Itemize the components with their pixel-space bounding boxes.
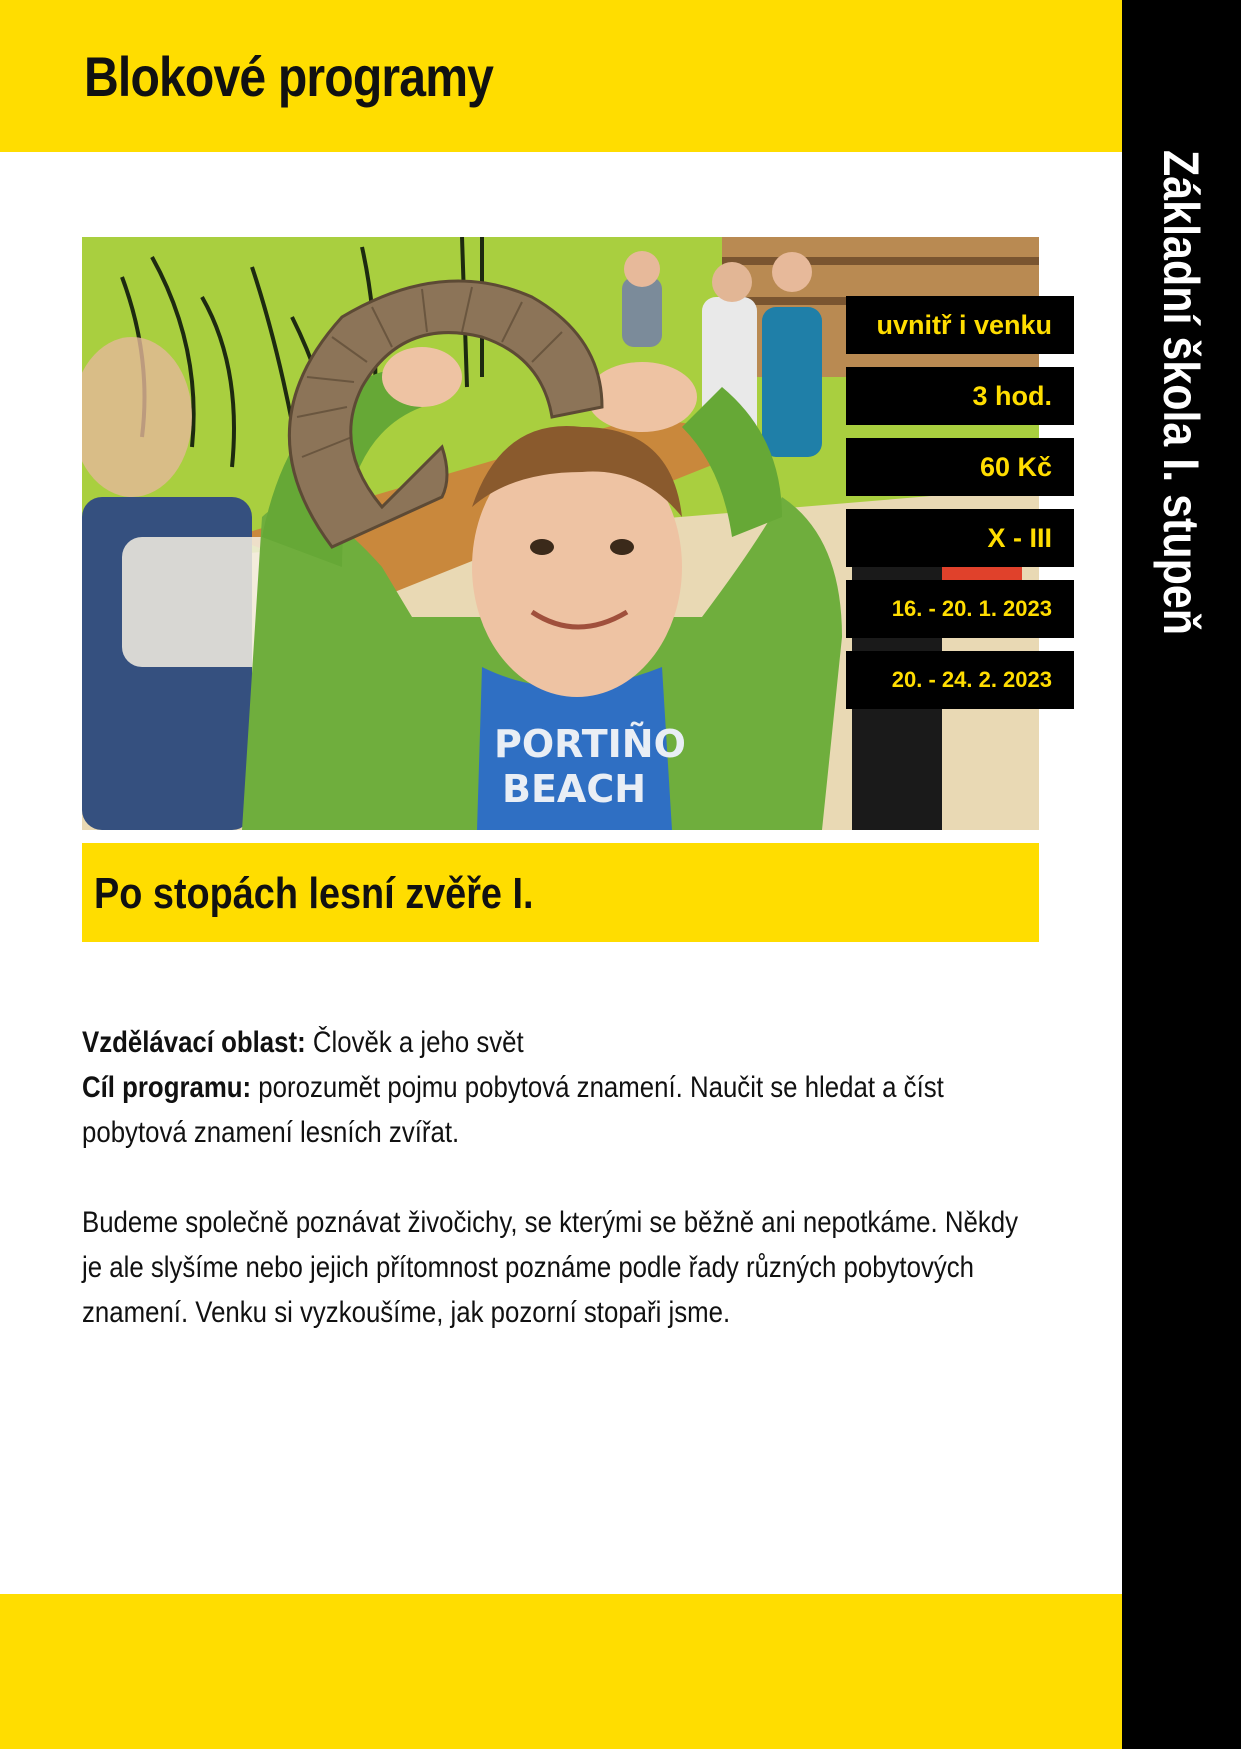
- program-description: [82, 1020, 1032, 1335]
- date-tag-1: 16. - 20. 1. 2023: [846, 580, 1074, 638]
- header-band: [0, 0, 1122, 152]
- education-area-value: Člověk a jeho svět: [305, 1026, 524, 1059]
- sidebar-title: Základní škola I. stupeň: [1153, 150, 1209, 636]
- description-paragraph: Budeme společně poznávat živočichy, se kterými se běžně ani nepotkáme. Někdy je ale slyšíme nebo jejich přítomnost poznáme podle řady různých pobytových znamení. Venku si vyzkoušíme, jak pozorní stopaři jsme.: [82, 1206, 1018, 1329]
- date-tag-2: 20. - 24. 2. 2023: [846, 651, 1074, 709]
- shirt-text-2: BEACH: [502, 767, 647, 811]
- location-tag: uvnitř i venku: [846, 296, 1074, 354]
- footer-band: [0, 1594, 1122, 1749]
- education-area-label: Vzdělávací oblast:: [82, 1026, 306, 1059]
- program-goal: [82, 1065, 1032, 1155]
- shirt-text-1: PORTIÑO: [494, 722, 686, 766]
- paragraph-gap: [82, 1155, 1032, 1200]
- program-title: Po stopách lesní zvěře I.: [94, 869, 534, 918]
- duration-tag: 3 hod.: [846, 367, 1074, 425]
- program-goal-value: porozumět pojmu pobytová znamení. Naučit se hledat a číst pobytová znamení lesních zvířat.: [82, 1071, 944, 1149]
- program-goal-label: Cíl programu:: [82, 1071, 252, 1104]
- price-tag: 60 Kč: [846, 438, 1074, 496]
- education-area: [82, 1020, 1032, 1065]
- program-title-band: [82, 843, 1039, 942]
- season-tag: X - III: [846, 509, 1074, 567]
- page-title: Blokové programy: [84, 45, 494, 108]
